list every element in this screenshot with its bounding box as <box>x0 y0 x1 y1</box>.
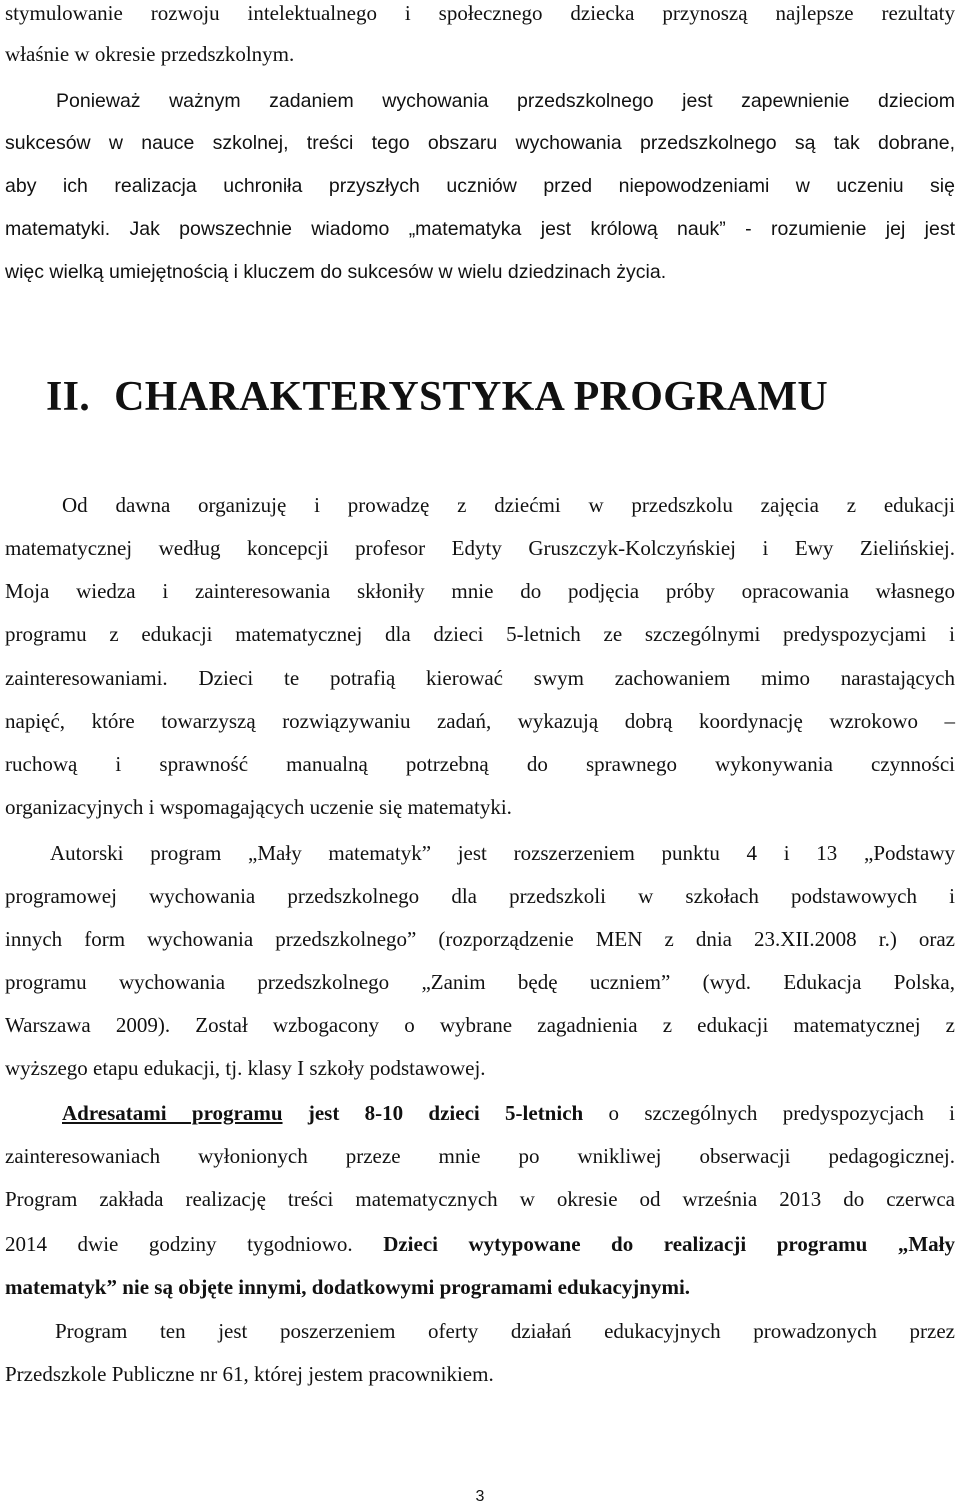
body-line: programu wychowania przedszkolnego „Zanim będę uczniem” (wyd. Edukacja Polska, <box>5 970 955 994</box>
intro-line: więc wielką umiejętnością i kluczem do sukcesów w wielu dziedzinach życia. <box>5 261 667 283</box>
body-line: Moja wiedza i zainteresowania skłoniły mnie do podjęcia próby opracowania własnego <box>5 579 955 603</box>
intro-line: stymulowanie rozwoju intelektualnego i społecznego dziecka przynoszą najlepsze rezultaty <box>5 1 955 25</box>
intro-line: Ponieważ ważnym zadaniem wychowania przedszkolnego jest zapewnienie dzieciom <box>56 90 955 112</box>
addressees-line <box>62 1098 955 1128</box>
addressees-rest: o szczególnych predyspozycjach i <box>583 1101 955 1125</box>
section-heading <box>46 372 828 422</box>
body-line: programowej wychowania przedszkolnego dla przedszkoli w szkołach podstawowych i <box>5 884 955 908</box>
body-line: wyższego etapu edukacji, tj. klasy I szkoły podstawowej. <box>5 1056 486 1080</box>
section-number: II. <box>46 374 91 420</box>
intro-line: sukcesów w nauce szkolnej, treści tego obszaru wychowania przedszkolnego są tak dobrane, <box>5 132 955 154</box>
schedule-bold-text: Dzieci wytypowane do realizacji programu „Mały <box>383 1232 955 1256</box>
schedule-text: 2014 dwie godziny tygodniowo. <box>5 1232 384 1256</box>
body-line: ruchową i sprawność manualną potrzebną do sprawnego wykonywania czynności <box>5 752 955 776</box>
body-line: zainteresowaniach wyłonionych przeze mnie po wnikliwej obserwacji pedagogicznej. <box>5 1144 955 1168</box>
closing-line: Program ten jest poszerzeniem oferty działań edukacyjnych prowadzonych przez <box>55 1319 955 1343</box>
intro-line: właśnie w okresie przedszkolnym. <box>5 42 295 66</box>
addressees-count: jest 8-10 dzieci 5-letnich <box>282 1101 584 1125</box>
schedule-line <box>5 1229 955 1259</box>
section-title: CHARAKTERYSTYKA PROGRAMU <box>114 374 829 420</box>
body-line: matematycznej według koncepcji profesor Edyty Gruszczyk-Kolczyńskiej i Ewy Zielińskiej. <box>5 536 955 560</box>
body-line: Od dawna organizuję i prowadzę z dziećmi w przedszkolu zajęcia z edukacji <box>62 493 955 517</box>
addressees-label: Adresatami programu <box>62 1101 283 1125</box>
closing-line: Przedszkole Publiczne nr 61, której jestem pracownikiem. <box>5 1362 494 1386</box>
intro-line: matematyki. Jak powszechnie wiadomo „matematyka jest królową nauk” - rozumienie jej jest <box>5 218 955 240</box>
body-line: Autorski program „Mały matematyk” jest rozszerzeniem punktu 4 i 13 „Podstawy <box>50 841 955 865</box>
body-line: Program zakłada realizację treści matematycznych w okresie od września 2013 do czerwca <box>5 1187 955 1211</box>
schedule-bold-line: matematyk” nie są objęte innymi, dodatkowymi programami edukacyjnymi. <box>5 1275 691 1299</box>
body-line: innych form wychowania przedszkolnego” (rozporządzenie MEN z dnia 23.XII.2008 r.) oraz <box>5 927 955 951</box>
body-line: napięć, które towarzyszą rozwiązywaniu zadań, wykazują dobrą koordynację wzrokowo – <box>5 709 955 733</box>
body-line: Warszawa 2009). Został wzbogacony o wybrane zagadnienia z edukacji matematycznej z <box>5 1013 955 1037</box>
intro-line: aby ich realizacja uchroniła przyszłych uczniów przed niepowodzeniami w uczeniu się <box>5 175 955 197</box>
body-line: zainteresowaniami. Dzieci te potrafią kierować swym zachowaniem mimo narastających <box>5 666 955 690</box>
page-number: 3 <box>475 1488 485 1505</box>
body-line: organizacyjnych i wspomagających uczenie się matematyki. <box>5 795 512 819</box>
body-line: programu z edukacji matematycznej dla dzieci 5-letnich ze szczególnymi predyspozycjami i <box>5 622 955 646</box>
